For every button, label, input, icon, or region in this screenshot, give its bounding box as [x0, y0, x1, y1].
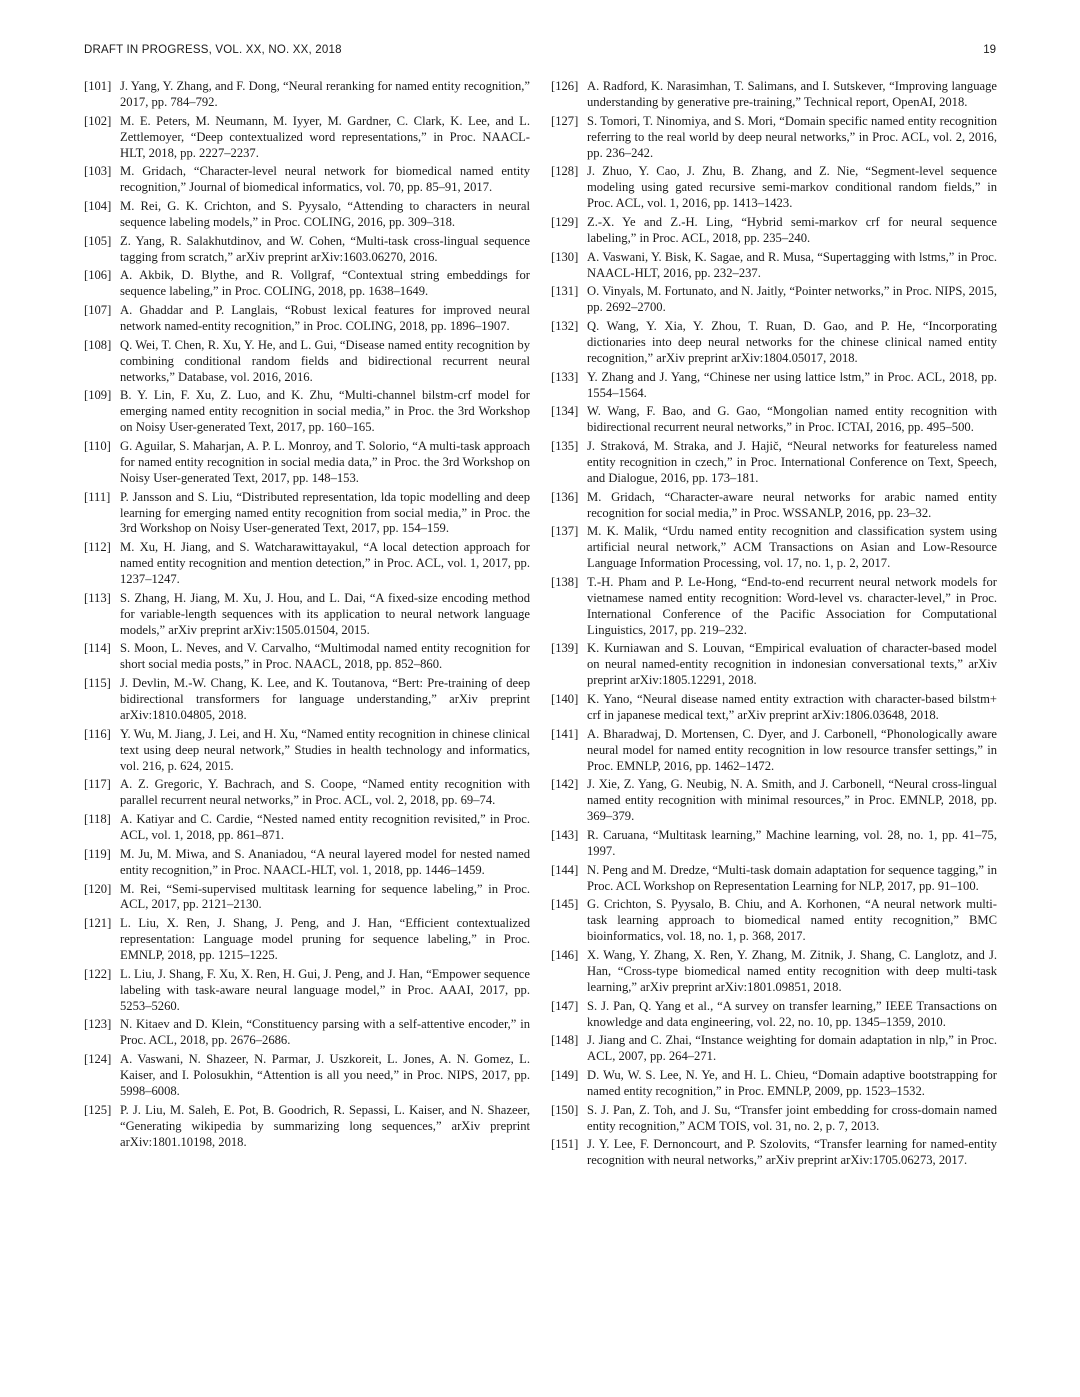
reference-number: [140] — [551, 692, 579, 707]
reference-number: [143] — [551, 828, 579, 843]
reference-number: [148] — [551, 1033, 579, 1048]
reference-entry — [551, 1033, 997, 1065]
reference-text: Q. Wei, T. Chen, R. Xu, Y. He, and L. Gui, “Disease named entity recognition by combining conditional random fields and bidirectional recurrent neural networks,” Database, vol. 2016, 2016. — [120, 337, 530, 384]
reference-number: [122] — [84, 966, 112, 981]
reference-entry — [551, 1137, 997, 1169]
reference-text: Z.-X. Ye and Z.-H. Ling, “Hybrid semi-markov crf for neural sequence labeling,” in Proc. ACL, 2018, pp. 235–240. — [587, 214, 997, 245]
reference-text: S. Zhang, H. Jiang, M. Xu, J. Hou, and L. Dai, “A fixed-size encoding method for variable-length sequences with its application to neural network language models,” arXiv preprint arXiv:1505.01504, 2015. — [120, 590, 530, 637]
reference-number: [144] — [551, 862, 579, 877]
reference-entry — [551, 215, 997, 247]
reference-text: M. E. Peters, M. Neumann, M. Iyyer, M. Gardner, C. Clark, K. Lee, and L. Zettlemoyer, “Deep contextualized word representations,” in Proc. NAACL-HLT, 2018, pp. 2227–2237. — [120, 113, 530, 160]
reference-entry — [84, 847, 530, 879]
reference-text: M. K. Malik, “Urdu named entity recognition and classification system using artificial neural network,” ACM Transactions on Asian and Low-Resource Language Information Processing, vol. 17, no. 1, p. 2, 2017. — [587, 524, 997, 571]
reference-text: A. Katiyar and C. Cardie, “Nested named entity recognition revisited,” in Proc. ACL, vol. 1, 2018, pp. 861–871. — [120, 812, 530, 843]
reference-number: [115] — [84, 676, 111, 691]
reference-text: J. Devlin, M.-W. Chang, K. Lee, and K. Toutanova, “Bert: Pre-training of deep bidirectional transformers for language understanding,” arXiv preprint arXiv:1810.04805, 2018. — [120, 676, 530, 722]
reference-entry — [84, 641, 530, 673]
reference-text: P. Jansson and S. Liu, “Distributed representation, lda topic modelling and deep learning for emerging named entity recognition from social media,” in Proc. the 3rd Workshop on Noisy User-generated Text, 2017, pp. 154–159. — [120, 489, 530, 536]
reference-text: A. Radford, K. Narasimhan, T. Salimans, and I. Sutskever, “Improving language understanding by generative pre-training,” Technical report, OpenAI, 2018. — [587, 79, 997, 109]
reference-entry — [551, 370, 997, 402]
reference-text: G. Aguilar, S. Maharjan, A. P. L. Monroy, and T. Solorio, “A multi-task approach for named entity recognition in social media data,” in Proc. the 3rd Workshop on Noisy User-generated Text, 2017, pp. 148–153. — [120, 439, 530, 485]
reference-text: B. Y. Lin, F. Xu, Z. Luo, and K. Zhu, “Multi-channel bilstm-crf model for emerging named entity recognition in social media,” in Proc. the 3rd Workshop on Noisy User-generated Text, 2017, pp. 160–165. — [120, 388, 530, 435]
reference-entry — [551, 897, 997, 945]
reference-number: [134] — [551, 404, 579, 419]
reference-text: K. Yano, “Neural disease named entity extraction with character-based bilstm+ crf in japanese medical text,” arXiv preprint arXiv:1806.03648, 2018. — [587, 692, 997, 722]
reference-number: [114] — [84, 641, 111, 656]
reference-entry — [84, 676, 530, 724]
reference-entry — [84, 777, 530, 809]
reference-number: [110] — [84, 439, 111, 454]
reference-entry — [84, 234, 530, 266]
reference-entry — [551, 777, 997, 825]
reference-entry — [551, 828, 997, 860]
reference-text: G. Crichton, S. Pyysalo, B. Chiu, and A. Korhonen, “A neural network multi-task learning approach to biomedical named entity recognition,” BMC bioinformatics, vol. 18, no. 1, p. 368, 2017. — [587, 897, 997, 944]
reference-number: [149] — [551, 1068, 579, 1083]
reference-number: [141] — [551, 726, 579, 741]
reference-number: [102] — [84, 113, 112, 128]
reference-entry — [84, 439, 530, 487]
reference-text: J. Jiang and C. Zhai, “Instance weighting for domain adaptation in nlp,” in Proc. ACL, 2007, pp. 264–271. — [587, 1033, 997, 1064]
reference-entry — [551, 727, 997, 775]
reference-text: J. Straková, M. Straka, and J. Hajič, “Neural networks for featureless named entity recognition in czech,” in Proc. International Conference on Text, Speech, and Dialogue, 2016, pp. 173–181. — [587, 439, 997, 485]
reference-number: [129] — [551, 214, 579, 229]
reference-text: R. Caruana, “Multitask learning,” Machine learning, vol. 28, no. 1, pp. 41–75, 1997. — [587, 828, 997, 858]
reference-number: [127] — [551, 113, 579, 128]
reference-entry — [551, 999, 997, 1031]
reference-entry — [84, 540, 530, 588]
reference-entry — [84, 388, 530, 436]
reference-text: Y. Wu, M. Jiang, J. Lei, and H. Xu, “Named entity recognition in chinese clinical text using deep neural network,” Studies in health technology and informatics, vol. 216, p. 624, 2015. — [120, 726, 530, 773]
page-number: 19 — [983, 44, 996, 56]
reference-text: J. Zhuo, Y. Cao, J. Zhu, B. Zhang, and Z. Nie, “Segment-level sequence modeling using gated recursive semi-markov conditional random fields,” in Proc. ACL, vol. 1, 2016, pp. 1413–1423. — [587, 164, 997, 211]
reference-number: [131] — [551, 284, 579, 299]
reference-number: [104] — [84, 199, 112, 214]
reference-entry — [551, 692, 997, 724]
reference-number: [111] — [84, 489, 111, 504]
reference-number: [147] — [551, 998, 579, 1013]
reference-text: S. J. Pan, Z. Toh, and J. Su, “Transfer joint embedding for cross-domain named entity recognition,” ACM TOIS, vol. 31, no. 2, p. 7, 2013. — [587, 1102, 997, 1133]
reference-entry — [551, 490, 997, 522]
reference-entry — [84, 812, 530, 844]
reference-entry — [551, 524, 997, 572]
page-header — [84, 44, 996, 62]
reference-text: A. Akbik, D. Blythe, and R. Vollgraf, “Contextual string embeddings for sequence labeling,” in Proc. COLING, 2018, pp. 1638–1649. — [120, 268, 530, 299]
reference-text: S. Moon, L. Neves, and V. Carvalho, “Multimodal named entity recognition for short social media posts,” in Proc. NAACL, 2018, pp. 852–860. — [120, 641, 530, 672]
reference-entry — [84, 1017, 530, 1049]
reference-entry — [551, 641, 997, 689]
reference-entry — [84, 882, 530, 914]
reference-entry — [84, 303, 530, 335]
reference-text: A. Ghaddar and P. Langlais, “Robust lexical features for improved neural network named-entity recognition,” in Proc. COLING, 2018, pp. 1896–1907. — [120, 303, 530, 334]
reference-text: A. Vaswani, N. Shazeer, N. Parmar, J. Uszkoreit, L. Jones, A. N. Gomez, L. Kaiser, and I. Polosukhin, “Attention is all you need,” in Proc. NIPS, 2017, pp. 5998–6008. — [120, 1052, 530, 1098]
reference-number: [137] — [551, 524, 579, 539]
reference-text: Q. Wang, Y. Xia, Y. Zhou, T. Ruan, D. Gao, and P. He, “Incorporating dictionaries into deep neural networks for the chinese clinical named entity recognition,” arXiv preprint arXiv:1804.05017, 2018. — [587, 319, 997, 365]
reference-text: J. Xie, Z. Yang, G. Neubig, N. A. Smith, and J. Carbonell, “Neural cross-lingual named entity recognition with minimal resources,” in Proc. EMNLP, 2018, pp. 369–379. — [587, 777, 997, 824]
reference-entry — [84, 79, 530, 111]
reference-entry — [84, 1052, 530, 1100]
reference-entry — [551, 439, 997, 487]
reference-entry — [84, 490, 530, 538]
reference-text: M. Gridach, “Character-aware neural networks for arabic named entity recognition for social media,” in Proc. WSSANLP, 2016, pp. 23–32. — [587, 489, 997, 520]
reference-text: S. Tomori, T. Ninomiya, and S. Mori, “Domain specific named entity recognition referring to the real world by deep neural networks,” in Proc. ACL, vol. 2, 2016, pp. 236–242. — [587, 113, 997, 160]
reference-number: [128] — [551, 164, 579, 179]
reference-entry — [84, 727, 530, 775]
reference-entry — [84, 338, 530, 386]
reference-number: [142] — [551, 777, 579, 792]
reference-text: M. Gridach, “Character-level neural network for biomedical named entity recognition,” Journal of biomedical informatics, vol. 70, pp. 85–91, 2017. — [120, 164, 530, 195]
reference-number: [120] — [84, 881, 112, 896]
reference-text: J. Yang, Y. Zhang, and F. Dong, “Neural reranking for named entity recognition,” 2017, pp. 784–792. — [120, 79, 530, 109]
reference-text: A. Bharadwaj, D. Mortensen, C. Dyer, and J. Carbonell, “Phonologically aware neural model for named entity recognition in low resource transfer settings,” in Proc. EMNLP, 2016, pp. 1462–1472. — [587, 726, 997, 773]
reference-entry — [551, 404, 997, 436]
reference-number: [107] — [84, 303, 112, 318]
reference-entry — [551, 284, 997, 316]
reference-entry — [551, 250, 997, 282]
reference-number: [108] — [84, 337, 112, 352]
reference-text: K. Kurniawan and S. Louvan, “Empirical evaluation of character-based model on neural named-entity recognition in indonesian conversational texts,” arXiv preprint arXiv:1805.12291, 2018. — [587, 641, 997, 688]
reference-entry — [84, 268, 530, 300]
reference-entry — [551, 114, 997, 162]
reference-entry — [84, 1103, 530, 1151]
reference-text: W. Wang, F. Bao, and G. Gao, “Mongolian named entity recognition with bidirectional recurrent neural networks,” in Proc. ICTAI, 2016, pp. 495–500. — [587, 404, 997, 435]
running-title: DRAFT IN PROGRESS, VOL. XX, NO. XX, 2018 — [84, 44, 342, 56]
reference-entry — [551, 863, 997, 895]
reference-number: [109] — [84, 388, 112, 403]
reference-text: M. Xu, H. Jiang, and S. Watcharawittayakul, “A local detection approach for named entity recognition and mention detection,” in Proc. ACL, vol. 1, 2017, pp. 1237–1247. — [120, 540, 530, 587]
reference-entry — [551, 948, 997, 996]
reference-number: [119] — [84, 846, 111, 861]
reference-number: [105] — [84, 233, 112, 248]
reference-entry — [84, 164, 530, 196]
reference-number: [136] — [551, 489, 579, 504]
reference-text: L. Liu, J. Shang, F. Xu, X. Ren, H. Gui, J. Peng, and J. Han, “Empower sequence labeling with task-aware neural language model,” in Proc. AAAI, 2017, pp. 5253–5260. — [120, 966, 530, 1013]
reference-text: P. J. Liu, M. Saleh, E. Pot, B. Goodrich, R. Sepassi, L. Kaiser, and N. Shazeer, “Generating wikipedia by summarizing long sequences,” arXiv preprint arXiv:1801.10198, 2018. — [120, 1102, 530, 1149]
references-left-column — [84, 79, 530, 1153]
reference-text: A. Z. Gregoric, Y. Bachrach, and S. Coope, “Named entity recognition with parallel recurrent neural networks,” in Proc. ACL, vol. 2, 2018, pp. 69–74. — [120, 777, 530, 808]
reference-text: M. Rei, “Semi-supervised multitask learning for sequence labeling,” in Proc. ACL, 2017, pp. 2121–2130. — [120, 881, 530, 912]
reference-number: [150] — [551, 1102, 579, 1117]
reference-number: [132] — [551, 319, 579, 334]
reference-text: N. Peng and M. Dredze, “Multi-task domain adaptation for sequence tagging,” in Proc. ACL Workshop on Representation Learning for NLP, 2017, pp. 91–100. — [587, 862, 997, 893]
reference-number: [106] — [84, 268, 112, 283]
reference-number: [103] — [84, 164, 112, 179]
reference-text: J. Y. Lee, F. Dernoncourt, and P. Szolovits, “Transfer learning for named-entity recognition with neural networks,” arXiv preprint arXiv:1705.06273, 2017. — [587, 1137, 997, 1168]
reference-number: [117] — [84, 777, 111, 792]
reference-text: S. J. Pan, Q. Yang et al., “A survey on transfer learning,” IEEE Transactions on knowledge and data engineering, vol. 22, no. 10, pp. 1345–1359, 2010. — [587, 998, 997, 1029]
reference-entry — [551, 79, 997, 111]
reference-number: [135] — [551, 439, 579, 454]
reference-text: N. Kitaev and D. Klein, “Constituency parsing with a self-attentive encoder,” in Proc. ACL, 2018, pp. 2676–2686. — [120, 1017, 530, 1048]
reference-text: X. Wang, Y. Zhang, X. Ren, Y. Zhang, M. Zitnik, J. Shang, C. Langlotz, and J. Han, “Cross-type biomedical named entity recognition with deep multi-task learning,” arXiv preprint arXiv:1801.09851, 2018. — [587, 948, 997, 994]
reference-entry — [84, 114, 530, 162]
reference-entry — [84, 591, 530, 639]
reference-number: [139] — [551, 641, 579, 656]
reference-text: L. Liu, X. Ren, J. Shang, J. Peng, and J. Han, “Efficient contextualized representation: Language model pruning for sequence labeling,” in Proc. EMNLP, 2018, pp. 1215–1225. — [120, 916, 530, 963]
reference-number: [101] — [84, 79, 112, 93]
reference-entry — [551, 319, 997, 367]
reference-number: [116] — [84, 726, 111, 741]
reference-number: [126] — [551, 79, 579, 93]
reference-entry — [84, 967, 530, 1015]
reference-entry — [84, 916, 530, 964]
reference-text: Z. Yang, R. Salakhutdinov, and W. Cohen, “Multi-task cross-lingual sequence tagging from scratch,” arXiv preprint arXiv:1603.06270, 2016. — [120, 233, 530, 264]
reference-number: [145] — [551, 897, 579, 912]
reference-entry — [551, 164, 997, 212]
reference-number: [133] — [551, 369, 579, 384]
reference-number: [124] — [84, 1052, 112, 1067]
reference-number: [138] — [551, 574, 579, 589]
reference-text: D. Wu, W. S. Lee, N. Ye, and H. L. Chieu, “Domain adaptive bootstrapping for named entity recognition,” in Proc. EMNLP, 2009, pp. 1523–1532. — [587, 1068, 997, 1098]
references-right-column — [551, 79, 997, 1172]
reference-text: O. Vinyals, M. Fortunato, and N. Jaitly, “Pointer networks,” in Proc. NIPS, 2015, pp. 2692–2700. — [587, 284, 997, 315]
reference-number: [118] — [84, 812, 111, 827]
reference-text: T.-H. Pham and P. Le-Hong, “End-to-end recurrent neural network models for vietnamese named entity recognition: Word-level vs. character-level,” in Proc. International Conference of the Pacific Association for Computational Linguistics, 2017, pp. 219–232. — [587, 574, 997, 637]
reference-entry — [551, 1103, 997, 1135]
reference-text: M. Rei, G. K. Crichton, and S. Pyysalo, “Attending to characters in neural sequence labeling models,” in Proc. COLING, 2016, pp. 309–318. — [120, 199, 530, 229]
reference-number: [125] — [84, 1102, 112, 1117]
reference-entry — [551, 1068, 997, 1100]
reference-number: [130] — [551, 249, 579, 264]
reference-number: [112] — [84, 540, 111, 555]
reference-entry — [84, 199, 530, 231]
reference-text: A. Vaswani, Y. Bisk, K. Sagae, and R. Musa, “Supertagging with lstms,” in Proc. NAACL-HLT, 2016, pp. 232–237. — [587, 249, 997, 280]
reference-number: [151] — [551, 1137, 579, 1152]
reference-number: [121] — [84, 916, 112, 931]
reference-text: Y. Zhang and J. Yang, “Chinese ner using lattice lstm,” in Proc. ACL, 2018, pp. 1554–1564. — [587, 369, 997, 400]
reference-number: [113] — [84, 590, 111, 605]
reference-number: [146] — [551, 948, 579, 963]
reference-number: [123] — [84, 1017, 112, 1032]
reference-entry — [551, 575, 997, 639]
reference-text: M. Ju, M. Miwa, and S. Ananiadou, “A neural layered model for nested named entity recognition,” in Proc. NAACL-HLT, vol. 1, 2018, pp. 1446–1459. — [120, 846, 530, 877]
